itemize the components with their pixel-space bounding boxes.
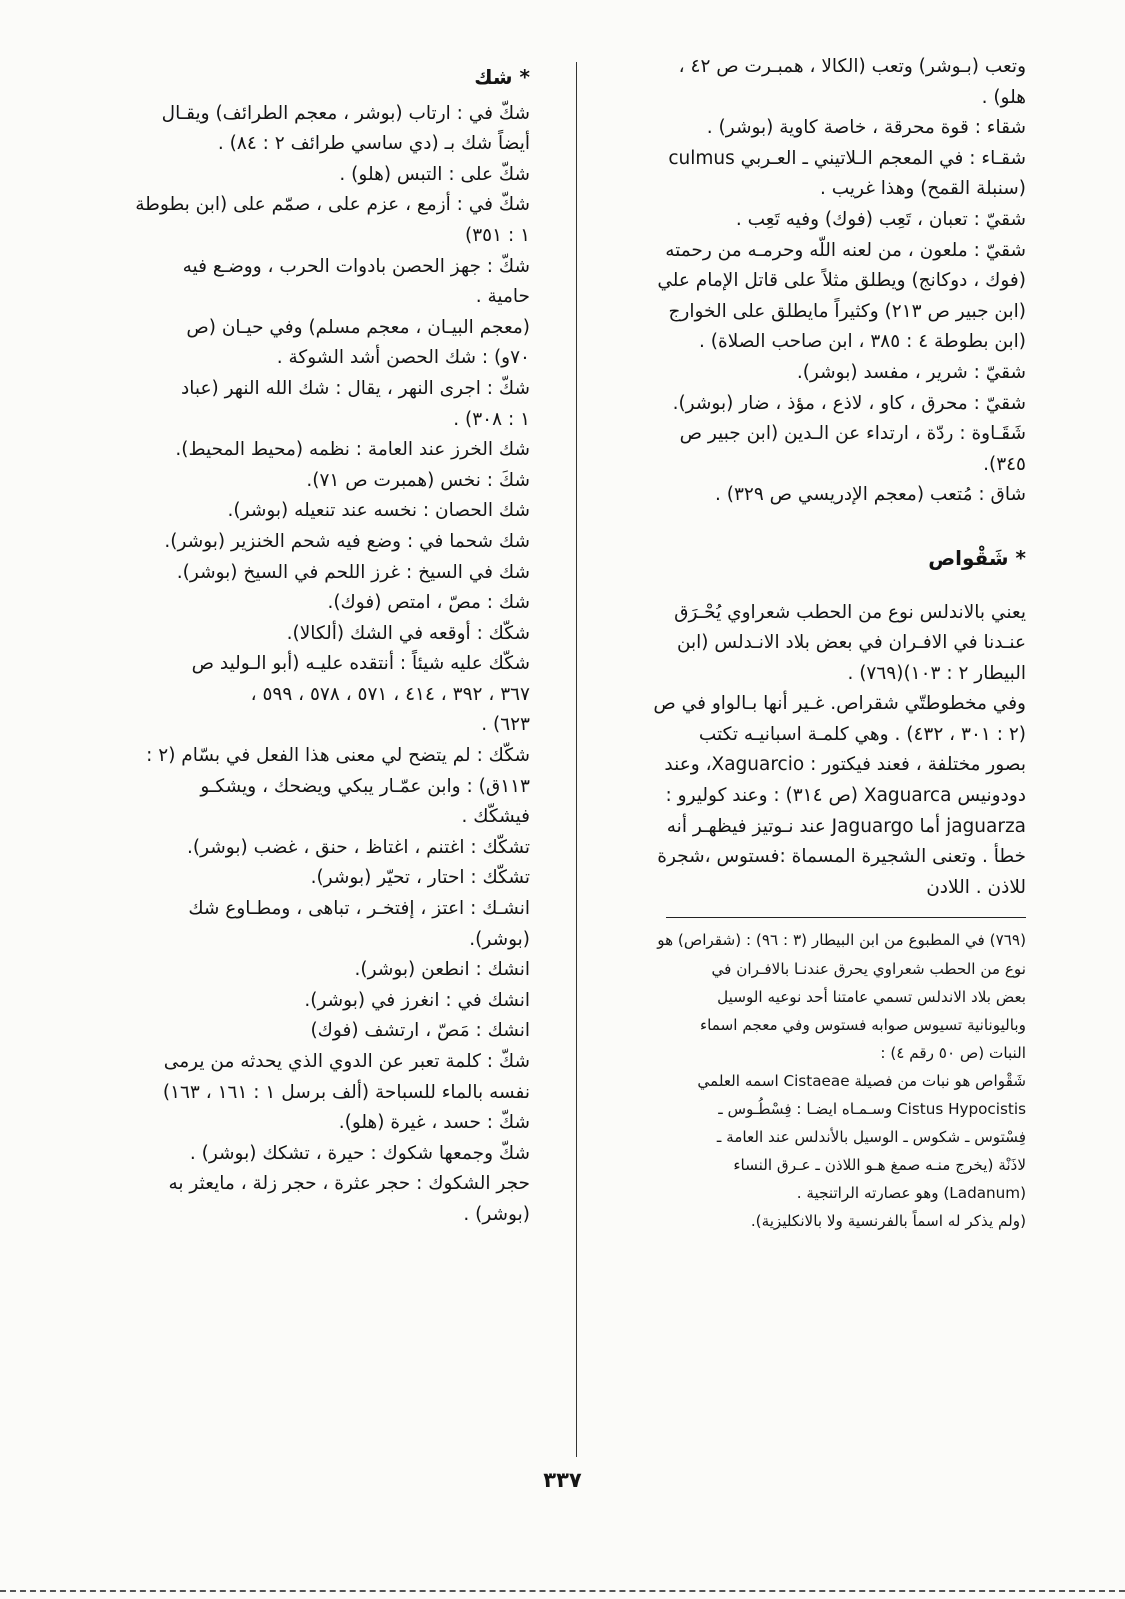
text-line: بعض بلاد الاندلس تسمي عامتنا أحد نوعيه الوسيل xyxy=(717,987,1026,1006)
text-line: بصور مختلفة ، فعند فيكتور : Xaguarcio، وعند xyxy=(664,754,1026,776)
text-line: انشك : انطعن (بوشر). xyxy=(354,959,530,981)
right-top-entries xyxy=(598,52,1026,511)
text-line: وتعب (بـوشر) وتعب (الكالا ، همبـرت ص ٤٢ ، xyxy=(678,56,1026,77)
text-line: شكّ : اجرى النهر ، يقال : شك الله النهر (عباد xyxy=(181,377,530,399)
text-line: حامية . xyxy=(475,286,530,308)
text-line: شَقْواص هو نبات من فصيلة Cistaeae اسمه العلمي xyxy=(697,1071,1026,1090)
text-line: البيطار ٢ : ١٠٣)(٧٦٩) . xyxy=(847,662,1026,684)
text-line: ٣٤٥). xyxy=(983,453,1026,475)
spacer xyxy=(598,511,1026,541)
text-line: (Ladanum) وهو عصارته الراتنجية . xyxy=(796,1184,1026,1203)
text-line: (معجم البيـان ، معجم مسلم) وفي حيـان (ص xyxy=(186,316,530,338)
text-line: ٦٢٣) . xyxy=(481,714,530,736)
text-line: ١١٣ق) : وابن عمّـار يبكي ويضحك ، ويشكـو xyxy=(200,775,530,797)
text-line: شقـاء : في المعجم الـلاتيني ـ العـربي culmus xyxy=(668,147,1026,169)
text-line: أيضاً شك بـ (دي ساسي طرائف ٢ : ٨٤) . xyxy=(217,133,530,155)
text-line: فِسْتوس ـ شكوس ـ الوسيل بالأندلس عند العامة ـ xyxy=(716,1128,1026,1147)
right-body-text xyxy=(598,598,1026,904)
text-line: شكّ : كلمة تعبر عن الدوي الذي يحدثه من يرمى xyxy=(163,1051,530,1072)
text-line: النبات (ص ٥٠ رقم ٤) : xyxy=(880,1043,1026,1062)
text-line: نوع من الحطب شعراوي يحرق عندنـا بالافـران في xyxy=(711,959,1026,978)
text-line: (٢ : ٣٠١ ، ٤٣٢) . وهي كلمـة اسبانيـه تكتب xyxy=(698,723,1026,745)
footnotes xyxy=(598,926,1026,1235)
text-line: شكّ في : ارتاب (بوشر ، معجم الطرائف) ويقـال xyxy=(161,102,530,124)
text-line: شكّك : لم يتضح لي معنى هذا الفعل في بسّام (٢ : xyxy=(146,745,530,767)
text-line: شكَ : نخس (همبرت ص ٧١). xyxy=(306,469,530,491)
text-line: تشكّك : اغتنم ، اغتاظ ، حنق ، غضب (بوشر). xyxy=(186,836,530,858)
text-line: (ولم يذكر له اسماً بالفرنسية ولا بالانكليزية). xyxy=(750,1212,1026,1231)
footnote-divider xyxy=(666,917,1026,918)
text-line: شكّ وجمعها شكوك : حيرة ، تشكك (بوشر) . xyxy=(189,1142,530,1164)
text-line: شك الخرز عند العامة : نظمه (محيط المحيط). xyxy=(175,439,530,461)
text-line: حجر الشكوك : حجر عثرة ، حجر زلة ، مايعثر به xyxy=(168,1173,530,1195)
section-heading-shakk: * شك xyxy=(474,65,530,89)
text-line: Cistus Hypocistis وسـمـاه ايضـا : فِسْطُـوس ـ xyxy=(718,1100,1026,1118)
text-line: jaguarza أما Jaguargo عند نـوتيز فيظهـر أنه xyxy=(666,815,1026,837)
text-line: شك : مصّ ، امتص (فوك). xyxy=(327,592,530,614)
text-line: نفسه بالماء للسباحة (ألف برسل ١ : ١٦١ ، ١٦٣) xyxy=(162,1081,530,1103)
section-heading-shaqwas: * شَقْواص xyxy=(928,545,1026,570)
text-line: شَقَـاوة : ردّة ، ارتداء عن الـدين (ابن جبير ص xyxy=(679,423,1026,445)
text-line: شقيّ : ملعون ، من لعنه اللّه وحرمـه من رحمته xyxy=(665,239,1026,261)
text-line: فيشكّك . xyxy=(461,806,530,828)
text-line: (بوشر) . xyxy=(463,1203,530,1225)
text-line: يعني بالاندلس نوع من الحطب شعراوي يُحْـرَق xyxy=(674,601,1026,623)
text-line: (بوشر). xyxy=(469,928,530,950)
text-line: شكّ : حسد ، غيرة (هلو). xyxy=(338,1112,530,1134)
right-column xyxy=(598,52,1026,1235)
text-line: شكّ على : التبس (هلو) . xyxy=(339,163,530,185)
left-entries xyxy=(98,99,530,1231)
text-line: للاذن . اللادن xyxy=(926,876,1026,898)
text-line: ٣٦٧ ، ٣٩٢ ، ٤١٤ ، ٥٧١ ، ٥٧٨ ، ٥٩٩ ، xyxy=(250,683,530,705)
text-line: (ابن جبير ص ٢١٣) وكثيراً مايطلق على الخوارج xyxy=(668,300,1026,322)
left-column xyxy=(98,60,530,1231)
text-line: ١ : ٣٥١) xyxy=(465,224,530,246)
text-line: دودونيس Xaguarca (ص ٣١٤) : وعند كوليرو : xyxy=(665,785,1026,807)
text-line: (فوك ، دوكانج) ويطلق مثلاً على قاتل الإمام علي xyxy=(657,270,1026,292)
text-line: شك الحصان : نخسه عند تنعيله (بوشر). xyxy=(227,500,530,522)
text-line: شقاء : قوة محرقة ، خاصة كاوية (بوشر) . xyxy=(706,117,1026,139)
text-line: شاق : مُتعب (معجم الإدريسي ص ٣٢٩) . xyxy=(715,484,1026,506)
text-line: (سنبلة القمح) وهذا غريب . xyxy=(819,178,1026,200)
text-line: شكّك : أوقعه في الشك (ألكالا). xyxy=(286,622,530,644)
text-line: شك في السيخ : غرز اللحم في السيخ (بوشر). xyxy=(176,561,530,583)
text-line: وباليونانية تسيوس صوابه فستوس وفي معجم اسماء xyxy=(700,1015,1026,1034)
text-line: ٧٠و) : شك الحصن أشد الشوكة . xyxy=(276,347,530,369)
text-line: عنـدنا في الافـران في بعض بلاد الانـدلس (ابن xyxy=(676,632,1026,654)
text-line: شقيّ : محرق ، كاو ، لاذع ، مؤذ ، ضار (بوشر). xyxy=(672,392,1026,414)
text-line: انشك في : انغرز في (بوشر). xyxy=(304,989,530,1011)
spacer xyxy=(598,580,1026,598)
text-line: شقيّ : تعبان ، تَعِب (فوك) وفيه تَعِب . xyxy=(735,208,1026,230)
text-line: (ابن بطوطة ٤ : ٣٨٥ ، ابن صاحب الصلاة) . xyxy=(699,331,1026,353)
page-bottom-edge xyxy=(0,1590,1125,1592)
text-line: شقيّ : شرير ، مفسد (بوشر). xyxy=(796,361,1026,383)
text-line: انشك : مَصّ ، ارتشف (فوك) xyxy=(310,1020,530,1042)
column-divider xyxy=(576,62,577,1457)
text-line: شكّ في : أزمع ، عزم على ، صمّم على (ابن بطوطة xyxy=(135,194,530,216)
text-line: خطأ . وتعنى الشجيرة المسماة :فستوس ،شجرة xyxy=(657,846,1026,868)
text-line: انشـك : اعتز ، إفتخـر ، تباهى ، ومطـاوع شك xyxy=(188,898,530,920)
text-line: شكّك عليه شيئاً : أنتقده عليـه (أبو الـوليد ص xyxy=(191,653,530,675)
text-line: شك شحما في : وضع فيه شحم الخنزير (بوشر). xyxy=(164,530,530,552)
text-line: تشكّك : احتار ، تحيّر (بوشر). xyxy=(310,867,530,889)
page-number: ٣٣٧ xyxy=(543,1468,582,1492)
text-line: ١ : ٣٠٨) . xyxy=(453,408,530,430)
text-line: (٧٦٩) في المطبوع من ابن البيطار (٣ : ٩٦) : (شقراص) هو xyxy=(657,931,1026,950)
text-line: وفي مخطوطتّي شقراص. غـير أنها بـالواو في ص xyxy=(653,693,1026,715)
text-line: لاذَنْة (يخرج منـه صمغ هـو اللاذن ـ عـرق النساء xyxy=(733,1156,1026,1175)
text-line: شكّ : جهز الحصن بادوات الحرب ، ووضـع فيه xyxy=(182,255,530,277)
text-line: هلو) . xyxy=(981,86,1026,108)
